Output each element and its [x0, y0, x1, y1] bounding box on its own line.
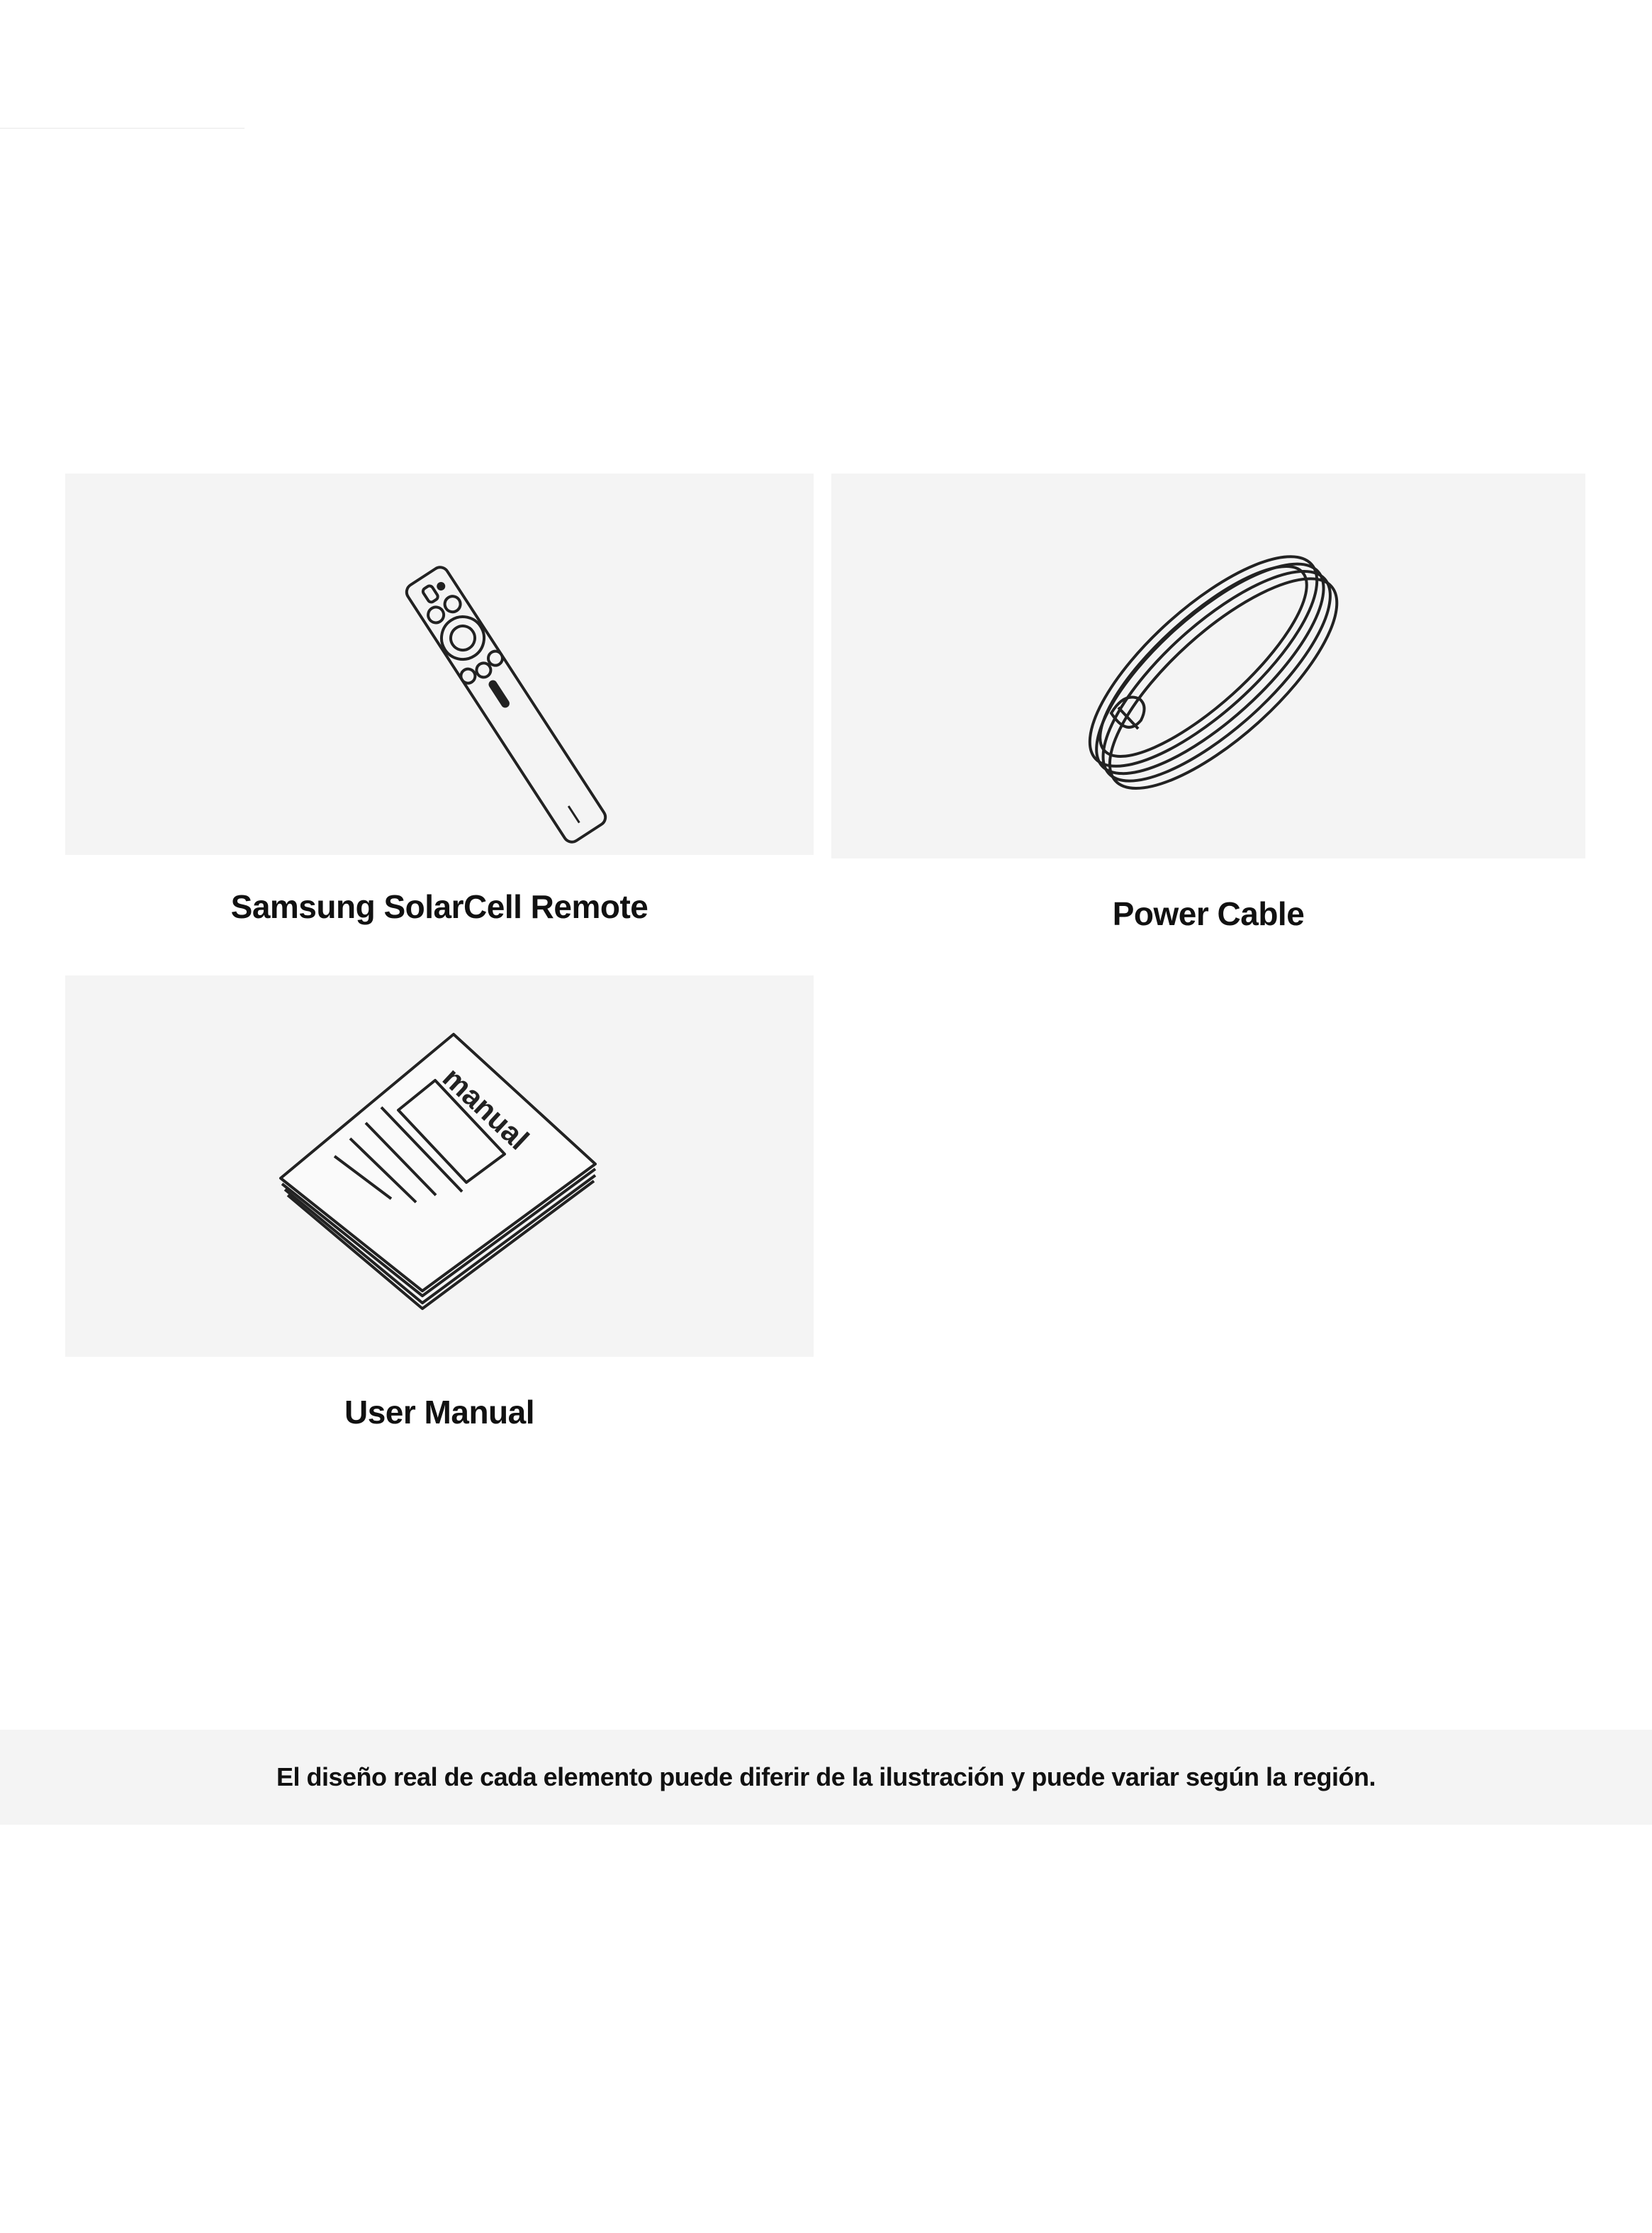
disclaimer-band [0, 1730, 1652, 1825]
manual-cover-title: manual [436, 1060, 536, 1156]
remote-control-icon [65, 474, 814, 855]
cable-card [831, 474, 1585, 858]
remote-label: Samsung SolarCell Remote [230, 888, 648, 925]
manual-booklet-icon [65, 975, 814, 1357]
top-divider [0, 128, 245, 129]
remote-card [65, 474, 814, 855]
cable-label: Power Cable [1112, 895, 1305, 932]
coiled-cable-icon [831, 474, 1585, 858]
manual-label: User Manual [344, 1394, 535, 1431]
manual-card [65, 975, 814, 1357]
disclaimer-text: El diseño real de cada elemento puede diferir de la ilustración y puede variar según la región. [276, 1762, 1376, 1791]
